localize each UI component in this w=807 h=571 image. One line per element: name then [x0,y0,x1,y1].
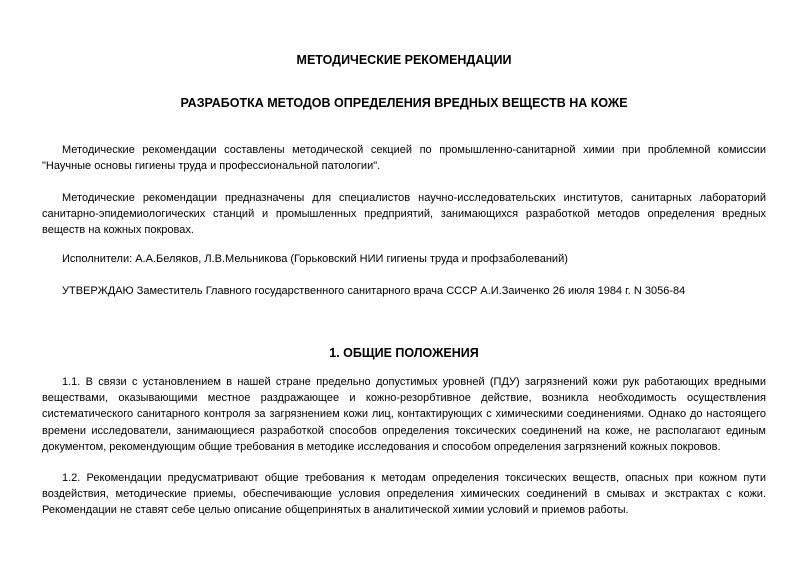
document-subtitle: РАЗРАБОТКА МЕТОДОВ ОПРЕДЕЛЕНИЯ ВРЕДНЫХ ВЕЩЕСТВ НА КОЖЕ [180,96,628,110]
section-heading: 1. ОБЩИЕ ПОЛОЖЕНИЯ [329,346,479,360]
approval-paragraph: УТВЕРЖДАЮ Заместитель Главного государственного санитарного врача СССР А.И.Заиченко 26 июля 1984 г. N 3056-84 [62,285,686,297]
intro-paragraph: Методические рекомендации составлены методической секцией по промышленно-санитарной химии при проблемной комиссии "Научные основы гигиены труда и профессиональной патологии". [42,144,766,173]
intro-paragraph: Методические рекомендации предназначены для специалистов научно-исследовательских институтов, санитарных лабораторий санитарно-эпидемиологических станций и промышленных предприятий, занимающихся разработкой методов определения вредных веществ на кожных покровах. [42,192,766,237]
authors-paragraph: Исполнители: А.А.Беляков, Л.В.Мельникова (Горьковский НИИ гигиены труда и профзаболеваний) [62,253,568,265]
section-paragraph: 1.2. Рекомендации предусматривают общие требования к методам определения токсических веществ, опасных при кожном пути воздействия, методические приемы, обеспечивающие условия определения химических соединений в смывах и экстрактах с кожи. Рекомендации не ставят себе целью описание общепринятых в аналитической химии условий и приемов работы. [42,472,766,517]
section-paragraph: 1.1. В связи с установлением в нашей стране предельно допустимых уровней (ПДУ) загрязнений кожи рук работающих вредными веществами, оказывающими местное раздражающее и кожно-резорбтивное действие, возникла необходимость осуществления систематического санитарного контроля за загрязнением кожи лиц, контактирующих с химическими соединениями. Однако до настоящего времени исследователи, занимающиеся разработкой способов определения токсических соединений на коже, не располагают единым документом, рекомендующим общие требования в методике исследования и способом определения загрязнений кожных покровов. [42,376,766,453]
document-title: МЕТОДИЧЕСКИЕ РЕКОМЕНДАЦИИ [296,53,512,67]
